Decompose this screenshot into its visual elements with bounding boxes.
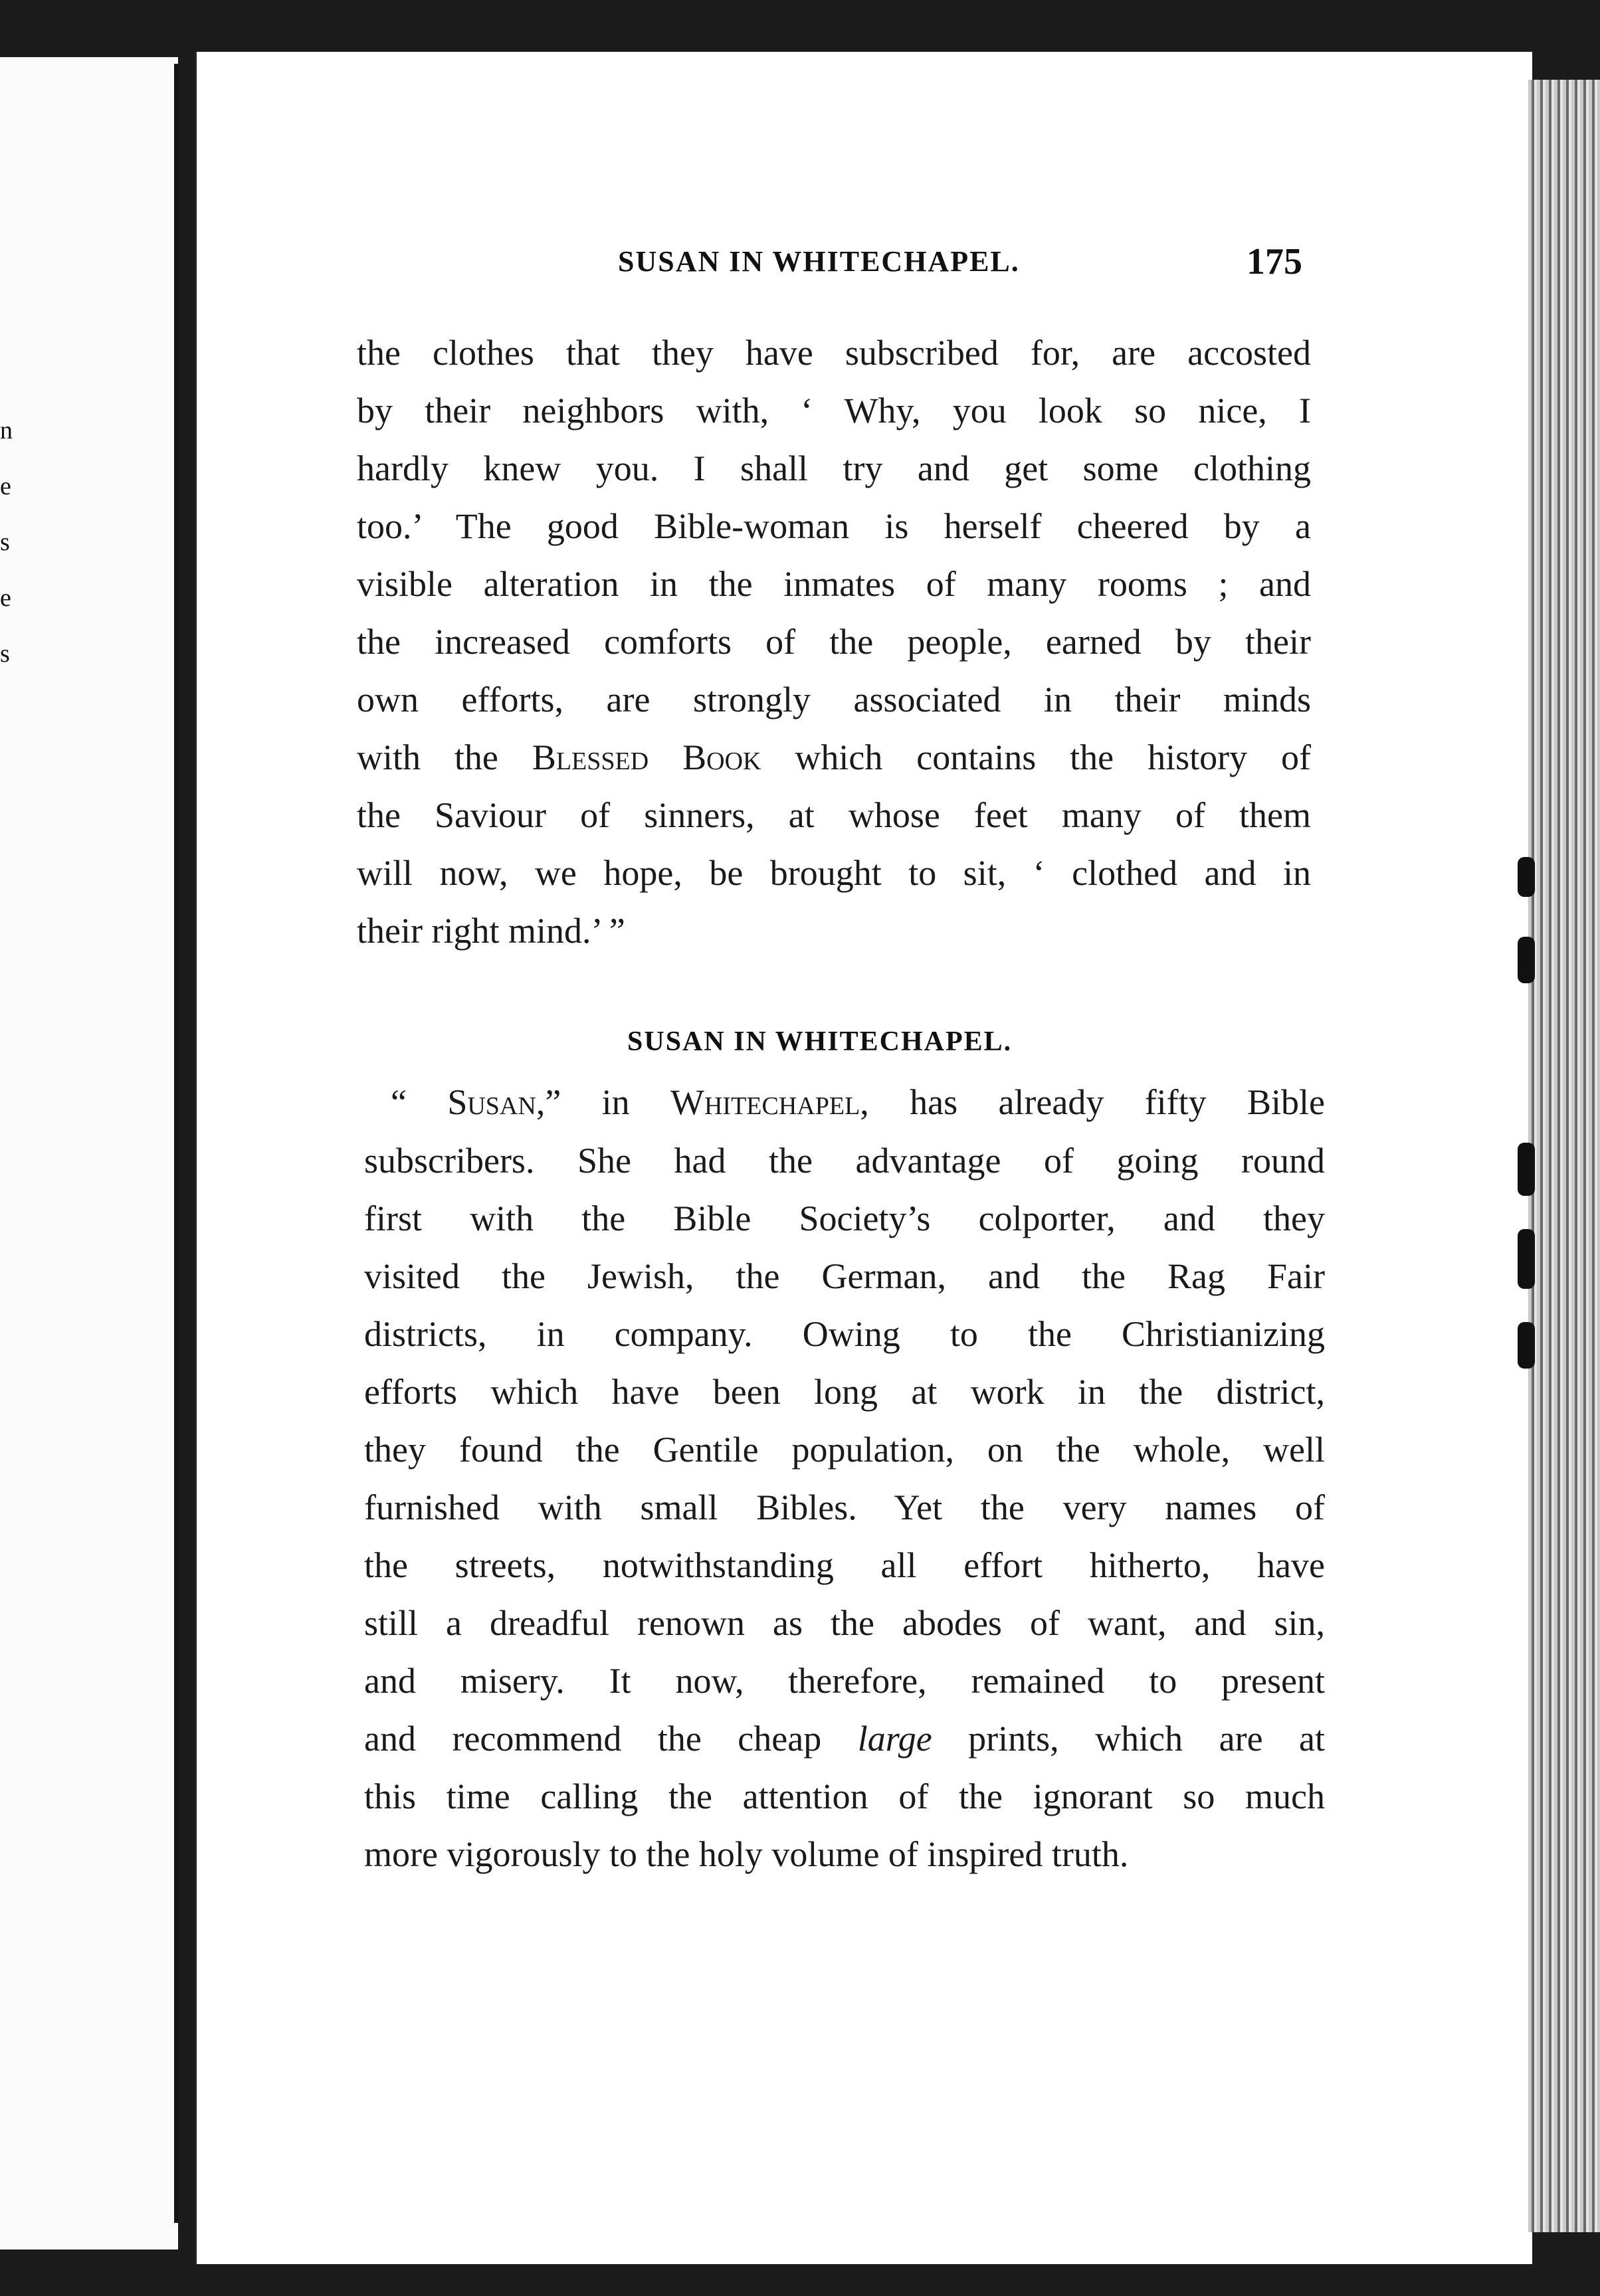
text-line: the Saviour of sinners, at whose feet many of them [357,795,1311,835]
text-line: the streets, notwithstanding all effort hitherto, have [364,1545,1325,1585]
margin-letter: n [0,417,13,444]
text-line: their right mind.’ ” [357,911,625,951]
text-line: own efforts, are strongly associated in their minds [357,680,1311,719]
italic-word: large [857,1719,932,1759]
text-line: and misery. It now, therefore, remained to present [364,1661,1325,1701]
text-line: first with the Bible Society’s colporter, and they [364,1198,1325,1238]
page-number: 175 [1247,241,1302,282]
text-line: they found the Gentile population, on the whole, well [364,1430,1325,1470]
text-line: districts, in company. Owing to the Christianizing [364,1314,1325,1354]
text-run: and recommend the cheap [364,1719,858,1759]
page-edge-marks [1518,857,1538,1388]
text-line [364,1718,1325,1759]
margin-letter: e [0,472,11,500]
text-line: the clothes that they have subscribed for, are accosted [357,333,1311,373]
margin-letter: s [0,528,10,556]
section-title: SUSAN IN WHITECHAPEL. [627,1026,1013,1057]
text-run: which contains the history of [761,737,1311,777]
text-run: prints, which are at [932,1719,1326,1759]
text-run: with the [357,737,532,777]
text-line: this time calling the attention of the ignorant so much [364,1776,1325,1816]
text-line [357,737,1311,778]
text-line: will now, we hope, be brought to sit, ‘ clothed and in [357,853,1311,893]
text-line: visible alteration in the inmates of many rooms ; and [357,564,1311,604]
text-line: hardly knew you. I shall try and get some clothing [357,448,1311,488]
text-line: by their neighbors with, ‘ Why, you look so nice, I [357,391,1311,430]
text-line: efforts which have been long at work in the district, [364,1372,1325,1412]
margin-letter: e [0,584,11,612]
text-line: subscribers. She had the advantage of going round [364,1141,1325,1181]
text-line: still a dreadful renown as the abodes of want, and sin, [364,1603,1325,1643]
small-caps-place: Whitechapel, [670,1082,869,1122]
left-page-fragment [0,57,178,2249]
text-line: furnished with small Bibles. Yet the very names of [364,1487,1325,1527]
text-run: has already fifty Bible [868,1082,1325,1122]
page-edges [1528,80,1600,2232]
running-title: SUSAN IN WHITECHAPEL. [618,245,1020,278]
text-line: more vigorously to the holy volume of inspired truth. [364,1834,1129,1874]
left-page-cut-off-text [0,403,16,682]
text-run: ” in [545,1082,670,1122]
text-line: visited the Jewish, the German, and the Rag Fair [364,1256,1325,1296]
margin-letter: s [0,640,10,668]
text-line [391,1082,1325,1123]
book-gutter [174,64,179,2223]
text-line: the increased comforts of the people, earned by their [357,622,1311,662]
text-line: too.’ The good Bible-woman is herself cheered by a [357,506,1311,546]
text-run: “ [391,1082,448,1122]
small-caps-name: Susan, [447,1082,546,1122]
small-caps-phrase: Blessed Book [532,737,761,777]
